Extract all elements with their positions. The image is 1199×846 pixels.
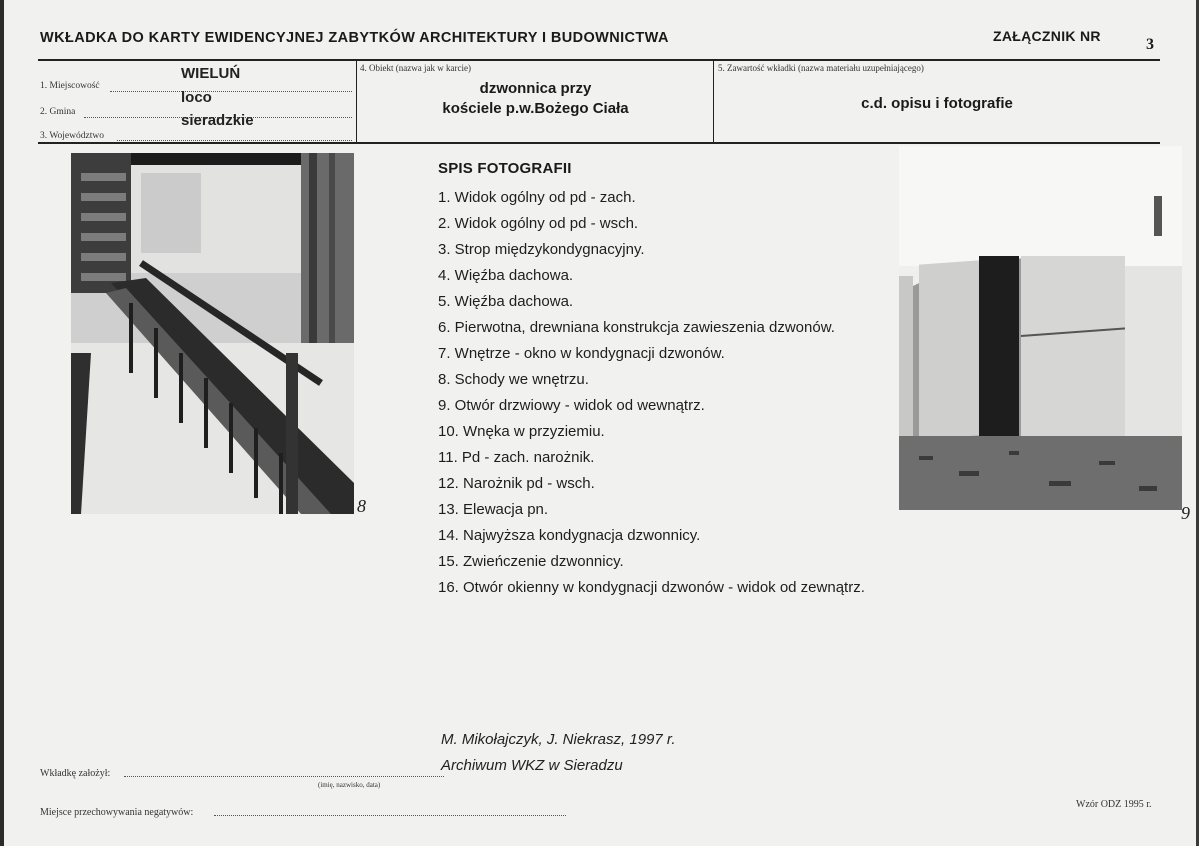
photo-doorway-image <box>899 146 1182 510</box>
list-item: 8. Schody we wnętrzu. <box>438 371 589 388</box>
list-item: 3. Strop międzykondygnacyjny. <box>438 241 645 258</box>
list-item: 1. Widok ogólny od pd - zach. <box>438 189 636 206</box>
form-divider-1 <box>356 59 357 143</box>
inserted-by-line <box>124 776 444 777</box>
object-value-line-1: dzwonnica przy <box>479 80 592 97</box>
scan-edge-left <box>0 0 4 846</box>
authors-credit: M. Mikołajczyk, J. Niekrasz, 1997 r. <box>441 731 676 748</box>
negatives-line <box>214 815 566 816</box>
inserted-by-hint: (imię, nazwisko, data) <box>318 781 381 789</box>
photo-list <box>438 185 865 601</box>
town-line <box>110 91 352 92</box>
object-value <box>358 79 713 119</box>
town-value: WIELUŃ <box>181 65 241 82</box>
commune-label: 2. Gmina <box>40 107 76 117</box>
voivodeship-label: 3. Województwo <box>40 131 104 141</box>
list-item: 4. Więźba dachowa. <box>438 267 574 284</box>
contents-label: 5. Zawartość wkładki (nazwa materiału uzupełniającego) <box>718 63 924 73</box>
list-item: 5. Więźba dachowa. <box>438 293 574 310</box>
commune-value: loco <box>181 89 212 106</box>
form-rule-bottom <box>38 142 1160 144</box>
list-item: 16. Otwór okienny w kondygnacji dzwonów - widok od zewnątrz. <box>438 579 865 596</box>
archive-credit: Archiwum WKZ w Sieradzu <box>441 757 623 774</box>
object-value-line-2: kościele p.w.Bożego Ciała <box>442 100 629 117</box>
list-item: 13. Elewacja pn. <box>438 501 549 518</box>
list-item: 7. Wnętrze - okno w kondygnacji dzwonów. <box>438 345 725 362</box>
inserted-by-label: Wkładkę założył: <box>40 768 111 779</box>
negatives-label: Miejsce przechowywania negatywów: <box>40 807 194 818</box>
photo-doorway <box>899 146 1182 510</box>
list-item: 2. Widok ogólny od pd - wsch. <box>438 215 639 232</box>
voivodeship-line <box>117 140 352 141</box>
list-item: 11. Pd - zach. narożnik. <box>438 449 595 466</box>
annex-number: 3 <box>1146 36 1154 53</box>
object-label: 4. Obiekt (nazwa jak w karcie) <box>360 63 471 73</box>
photo-staircase-image <box>71 153 354 514</box>
annex-label: ZAŁĄCZNIK NR <box>993 28 1101 44</box>
list-item: 14. Najwyższa kondygnacja dzwonnicy. <box>438 527 701 544</box>
list-item: 12. Narożnik pd - wsch. <box>438 475 595 492</box>
photo-staircase <box>71 153 354 514</box>
list-item: 15. Zwieńczenie dzwonnicy. <box>438 553 624 570</box>
form-rule-top <box>38 59 1160 61</box>
document-title: WKŁADKA DO KARTY EWIDENCYJNEJ ZABYTKÓW ARCHITEKTURY I BUDOWNICTWA <box>40 30 669 46</box>
photo-doorway-number: 9 <box>1181 503 1190 523</box>
form-code: Wzór ODZ 1995 r. <box>1076 799 1152 810</box>
list-item: 10. Wnęka w przyziemiu. <box>438 423 605 440</box>
list-item: 6. Pierwotna, drewniana konstrukcja zawieszenia dzwonów. <box>438 319 835 336</box>
photo-list-heading: SPIS FOTOGRAFII <box>438 160 572 177</box>
town-label: 1. Miejscowość <box>40 81 100 91</box>
contents-value: c.d. opisu i fotografie <box>861 95 1013 112</box>
list-item: 9. Otwór drzwiowy - widok od wewnątrz. <box>438 397 705 414</box>
photo-staircase-number: 8 <box>357 496 366 516</box>
voivodeship-value: sieradzkie <box>181 112 254 129</box>
